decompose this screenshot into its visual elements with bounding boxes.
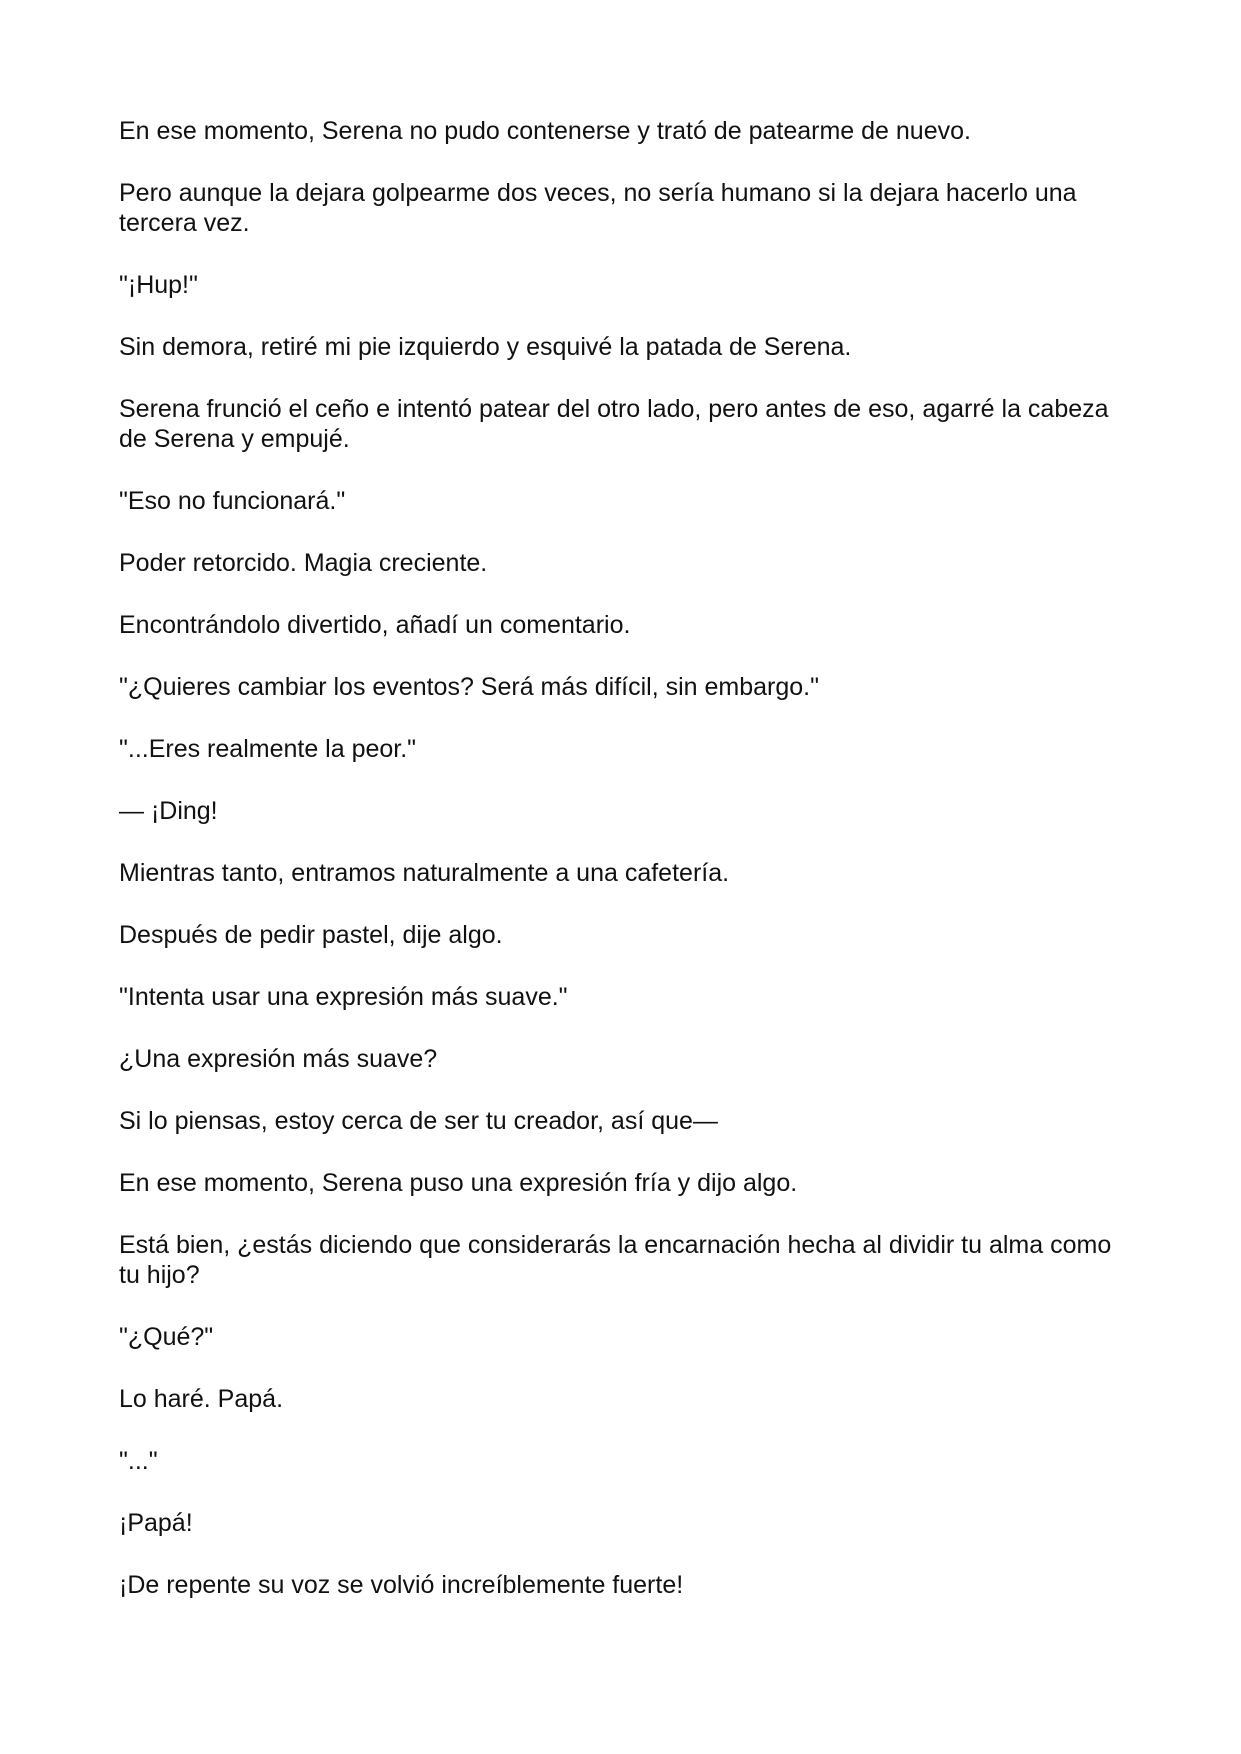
paragraph: "..." [119, 1447, 158, 1475]
paragraph: ¿Una expresión más suave? [119, 1045, 438, 1073]
paragraph: Poder retorcido. Magia creciente. [119, 549, 488, 577]
paragraph: "Intenta usar una expresión más suave." [119, 983, 568, 1011]
paragraph: — ¡Ding! [119, 797, 218, 825]
paragraph: "Eso no funcionará." [119, 487, 346, 515]
paragraph: En ese momento, Serena no pudo contenerse y trató de patearme de nuevo. [119, 117, 971, 145]
paragraph: Mientras tanto, entramos naturalmente a una cafetería. [119, 859, 730, 887]
paragraph: Está bien, ¿estás diciendo que considerarás la encarnación hecha al dividir tu alma como tu hijo? [119, 1231, 1112, 1289]
paragraph: En ese momento, Serena puso una expresión fría y dijo algo. [119, 1169, 798, 1197]
paragraph: ¡De repente su voz se volvió increíblemente fuerte! [119, 1571, 684, 1599]
paragraph: Encontrándolo divertido, añadí un comentario. [119, 611, 631, 639]
paragraph: "¿Quieres cambiar los eventos? Será más difícil, sin embargo." [119, 673, 819, 701]
paragraph: "¡Hup!" [119, 271, 198, 299]
paragraph: Si lo piensas, estoy cerca de ser tu creador, así que— [119, 1107, 718, 1135]
paragraph: Después de pedir pastel, dije algo. [119, 921, 503, 949]
paragraph: "...Eres realmente la peor." [119, 735, 417, 763]
paragraph: Pero aunque la dejara golpearme dos veces, no sería humano si la dejara hacerlo una tercera vez. [119, 179, 1077, 237]
document-body [119, 116, 1129, 1632]
paragraph: Sin demora, retiré mi pie izquierdo y esquivé la patada de Serena. [119, 333, 852, 361]
paragraph: Lo haré. Papá. [119, 1385, 284, 1413]
paragraph: Serena frunció el ceño e intentó patear del otro lado, pero antes de eso, agarré la cabeza de Serena y empujé. [119, 395, 1109, 453]
paragraph: "¿Qué?" [119, 1323, 214, 1351]
paragraph: ¡Papá! [119, 1509, 193, 1537]
